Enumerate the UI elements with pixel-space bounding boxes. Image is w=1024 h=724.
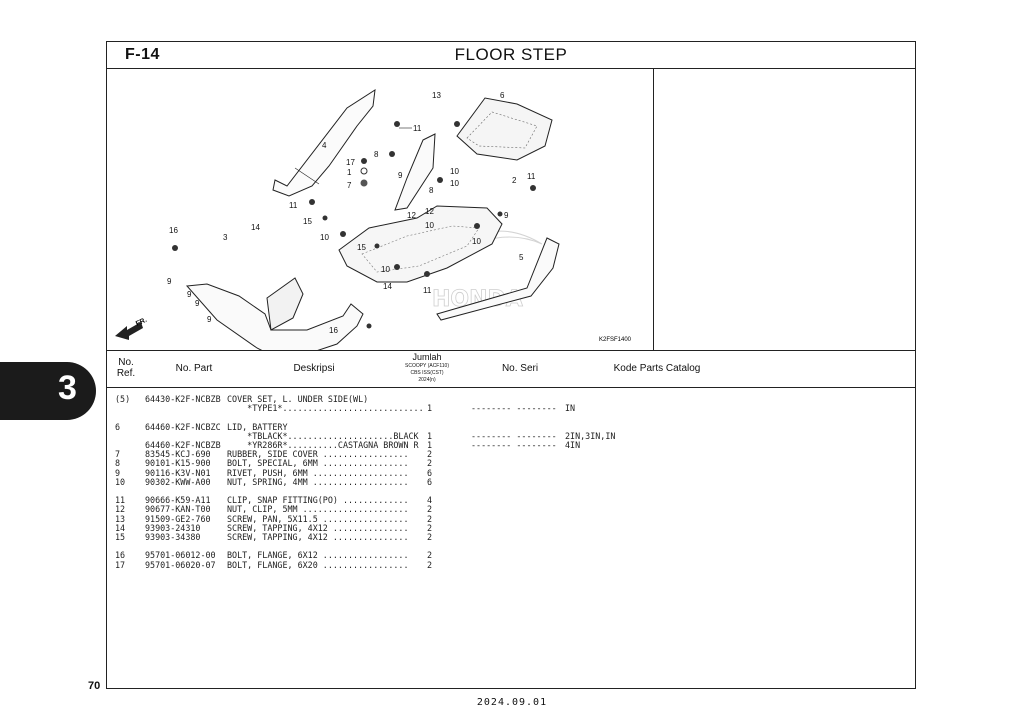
fastener-8b <box>437 177 443 183</box>
cell-part: 90101-K15-900 <box>145 458 211 469</box>
cell-desc: SCREW, PAN, 5X11.5 ................. <box>227 513 409 524</box>
cell-serial: -------- -------- <box>471 403 557 414</box>
diagram-code: K2FSF1400 <box>599 337 632 343</box>
callout-9-d: 9 <box>187 290 192 299</box>
cell-desc: LID, BATTERY <box>227 421 288 432</box>
watermark-text: HONDA <box>432 287 523 312</box>
fastener-7 <box>361 180 368 187</box>
part-6-shape <box>457 98 552 160</box>
fastener-14b <box>367 324 372 329</box>
cell-desc: CLIP, SNAP FITTING(PO) ............. <box>227 495 409 506</box>
cell-desc: COVER SET, L. UNDER SIDE(WL) <box>227 394 369 404</box>
cell-serial: -------- -------- <box>471 430 557 441</box>
cell-part: 90116-K3V-N01 <box>145 467 211 478</box>
callout-2: 2 <box>512 176 517 185</box>
fastener-10b <box>394 264 400 270</box>
cell-desc: *YR286R*..........CASTAGNA BROWN R <box>227 440 419 450</box>
col-qty-sub1: SCOOPY (ACF110) <box>405 363 449 369</box>
cell-ref: (5) <box>115 394 131 404</box>
cell-desc: NUT, CLIP, 5MM ..................... <box>227 504 409 515</box>
fastener-8a <box>389 151 395 157</box>
cell-qty: 2 <box>427 559 433 570</box>
callout-1: 1 <box>347 168 352 177</box>
col-ref-line2: Ref. <box>116 368 136 379</box>
callout-8-b: 8 <box>429 186 434 195</box>
cell-desc: BOLT, FLANGE, 6X12 ................. <box>227 550 409 561</box>
cell-desc: *TBLACK*.....................BLACK <box>227 430 419 441</box>
callout-12-b: 12 <box>425 207 434 216</box>
cell-qty: 4 <box>427 495 433 506</box>
cell-desc: SCREW, TAPPING, 4X12 ............... <box>227 532 409 542</box>
cell-part: 90677-KAN-T00 <box>145 504 211 515</box>
front-arrow-icon <box>115 317 148 340</box>
col-desc: Deskripsi <box>293 363 335 374</box>
fastener-1 <box>361 168 367 174</box>
cell-part: 91509-GE2-760 <box>145 513 211 524</box>
cell-part: 64460-K2F-NCBZB <box>145 440 221 450</box>
cell-qty: 1 <box>427 440 433 450</box>
cell-qty: 2 <box>427 504 433 515</box>
cell-desc: NUT, SPRING, 4MM ................... <box>227 476 409 487</box>
fastener-10a <box>340 231 346 237</box>
fastener-11c <box>424 271 430 277</box>
cell-qty: 1 <box>427 430 433 441</box>
callout-9: 9 <box>398 171 403 180</box>
col-ref <box>111 357 141 379</box>
cell-ref: 13 <box>115 513 126 524</box>
callout-16-a: 16 <box>169 226 178 235</box>
cell-serial: -------- -------- <box>471 440 557 450</box>
col-qty-sub2: CBS ISS(CST) <box>410 370 444 376</box>
callout-10-b: 10 <box>450 179 459 188</box>
callout-8: 8 <box>374 150 379 159</box>
callout-4: 4 <box>322 141 327 150</box>
callout-16-b: 16 <box>329 326 338 335</box>
cell-qty: 2 <box>427 449 433 460</box>
page-header <box>107 42 915 69</box>
callout-10-f: 10 <box>381 265 390 274</box>
cell-part: 64460-K2F-NCBZC <box>145 421 221 432</box>
fastener-11b <box>309 199 315 205</box>
cell-qty: 2 <box>427 550 433 561</box>
cell-catalog: 2IN,3IN,IN <box>565 430 616 441</box>
cell-part: 64430-K2F-NCBZB <box>145 394 221 404</box>
callout-11-d: 11 <box>423 286 432 295</box>
cell-desc: SCREW, TAPPING, 4X12 ............... <box>227 522 409 533</box>
callout-9-f: 9 <box>207 315 212 324</box>
callout-14-b: 14 <box>383 282 392 291</box>
col-qty: Jumlah <box>412 352 442 362</box>
callout-14-a: 14 <box>251 223 260 232</box>
callout-12-a: 12 <box>407 211 416 220</box>
cell-qty: 6 <box>427 467 433 478</box>
cell-desc: BOLT, FLANGE, 6X20 ................. <box>227 559 409 570</box>
table-row <box>115 560 905 570</box>
callout-11-b: 11 <box>527 172 536 181</box>
col-catalog: Kode Parts Catalog <box>613 363 701 374</box>
callout-6: 6 <box>500 91 505 100</box>
fastener-15a <box>323 216 328 221</box>
cell-catalog: 4IN <box>565 440 581 450</box>
fastener-13 <box>454 121 460 127</box>
cell-ref: 17 <box>115 559 126 570</box>
diagram-svg <box>107 68 653 350</box>
callout-3: 3 <box>223 233 228 242</box>
cell-desc: *TYPE1*............................ <box>227 403 424 414</box>
cell-ref: 6 <box>115 421 121 432</box>
cell-part: 93903-34380 <box>145 532 201 542</box>
col-qty-sub3: 2024(n) <box>418 377 436 383</box>
cell-desc: BOLT, SPECIAL, 6MM ................. <box>227 458 409 469</box>
cell-part: 83545-KCJ-690 <box>145 449 211 460</box>
cell-qty: 2 <box>427 532 433 542</box>
callout-10-a: 10 <box>450 167 459 176</box>
fastener-9a <box>498 212 503 217</box>
cell-qty: 6 <box>427 476 433 487</box>
cell-desc: RIVET, PUSH, 6MM ................... <box>227 467 409 478</box>
callout-5: 5 <box>519 253 524 262</box>
fastener-17 <box>361 158 367 164</box>
cell-part: 95701-06012-00 <box>145 550 216 561</box>
cell-qty: 2 <box>427 458 433 469</box>
callout-10-e: 10 <box>320 233 329 242</box>
revision-date: 2024.09.01 <box>476 697 548 708</box>
cell-part: 93903-24310 <box>145 522 201 533</box>
fastener-11a <box>394 121 400 127</box>
col-serial: No. Seri <box>501 363 539 374</box>
cell-ref: 7 <box>115 449 121 460</box>
section-tab <box>0 362 96 420</box>
cell-part: 90666-K59-A11 <box>145 495 211 506</box>
cell-ref: 15 <box>115 532 126 542</box>
callout-7: 7 <box>347 181 352 190</box>
fastener-16a <box>172 245 178 251</box>
callout-10-c: 10 <box>425 221 434 230</box>
callout-11-a: 11 <box>413 124 422 133</box>
callout-15-b: 15 <box>357 243 366 252</box>
parts-frame <box>106 41 916 689</box>
cell-qty: 1 <box>427 403 433 414</box>
col-part-no: No. Part <box>175 363 213 374</box>
callout-13: 13 <box>432 91 441 100</box>
fastener-11d <box>530 185 536 191</box>
cell-qty: 2 <box>427 522 433 533</box>
part-3-flap <box>267 278 303 330</box>
cell-part: 95701-06020-07 <box>145 559 216 570</box>
exploded-diagram <box>107 68 654 350</box>
page-number: 70 <box>88 680 101 692</box>
cell-ref: 10 <box>115 476 126 487</box>
cell-desc: RUBBER, SIDE COVER ................. <box>227 449 409 460</box>
cell-ref: 12 <box>115 504 126 515</box>
callout-10-d: 10 <box>472 237 481 246</box>
col-ref-line1: No. <box>118 357 134 368</box>
callout-9-e: 9 <box>195 299 200 308</box>
cell-ref: 8 <box>115 458 121 469</box>
callout-17: 17 <box>346 158 355 167</box>
front-label: FR. <box>134 316 149 328</box>
callout-15-a: 15 <box>303 217 312 226</box>
callout-9-b: 9 <box>504 211 509 220</box>
cell-catalog: IN <box>565 403 576 414</box>
page-title: FLOOR STEP <box>454 45 568 64</box>
cell-qty: 2 <box>427 513 433 524</box>
fastener-10c <box>474 223 480 229</box>
fastener-15b <box>375 244 380 249</box>
cell-part: 90302-KWW-A00 <box>145 476 211 487</box>
section-number: 3 <box>58 369 77 407</box>
callout-9-c: 9 <box>167 277 172 286</box>
parts-table-header <box>107 350 915 388</box>
callout-11-c: 11 <box>289 201 298 210</box>
cell-ref: 14 <box>115 522 126 533</box>
cell-ref: 11 <box>115 495 126 506</box>
cell-ref: 16 <box>115 550 126 561</box>
cell-ref: 9 <box>115 467 121 478</box>
section-code: F-14 <box>125 46 160 63</box>
